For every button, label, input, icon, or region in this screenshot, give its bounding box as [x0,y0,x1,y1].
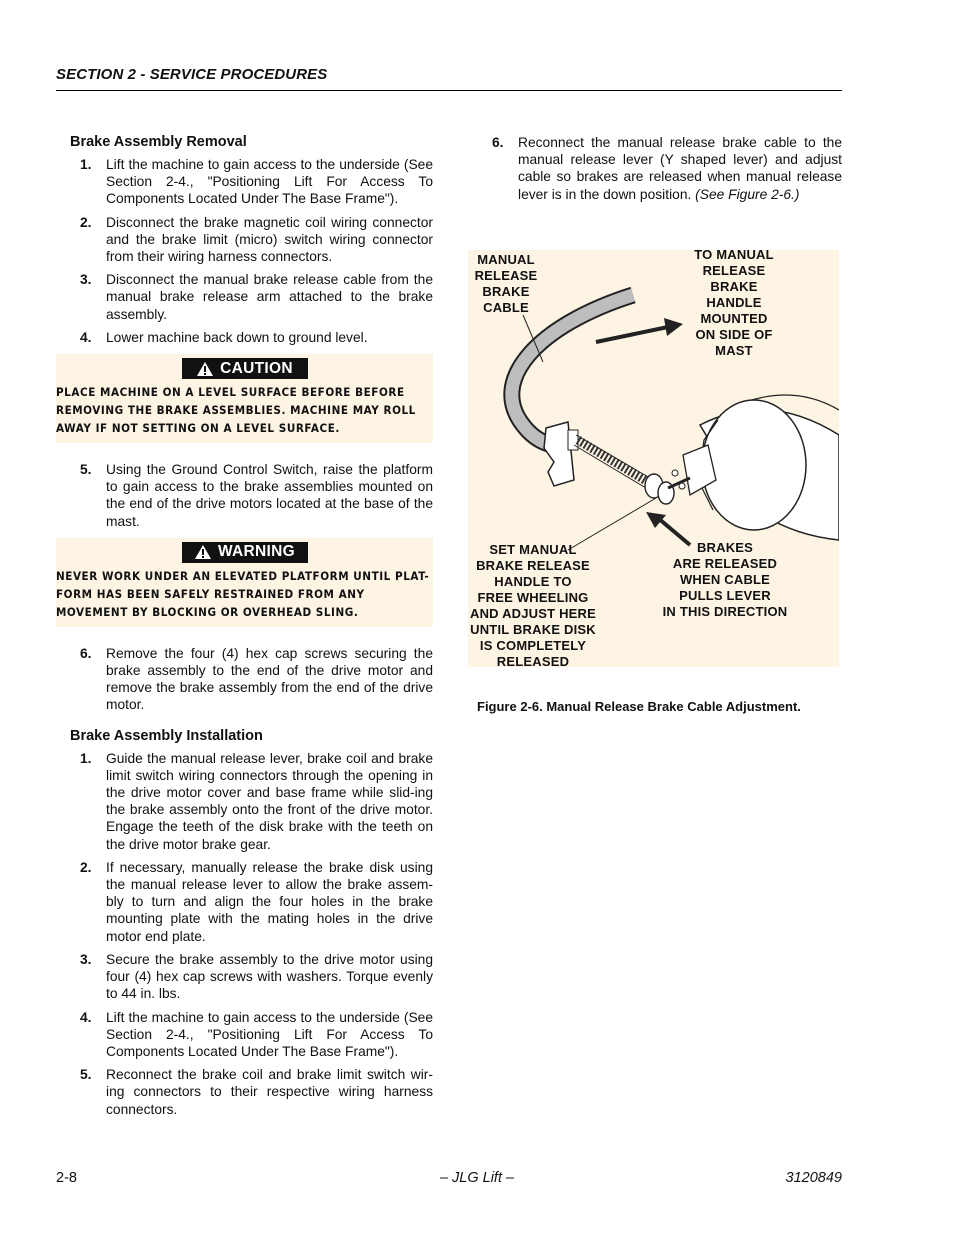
step-number: 3. [80,951,92,967]
step-text: Lower machine back down to ground level. [106,329,368,345]
step-text: Reconnect the manual release brake cable to the manual release lever (Y shaped lever) and adjust cable so brakes are released when manual release lever is in the down position. [518,135,842,202]
list-item [56,951,433,1003]
warning-box [56,538,433,627]
footer-brand: – JLG Lift – [439,1170,515,1186]
step-number: 6. [80,645,92,661]
step-number: 5. [80,462,92,478]
list-item [56,1009,433,1061]
warning-label: WARNING [217,543,295,561]
warning-badge [182,542,308,563]
step-number: 5. [80,1067,92,1083]
step-text: Using the Ground Control Switch, raise the platform to gain access to the brake assemblies mounted on the end of the drive motors located at the base of the mast. [106,462,433,529]
installation-heading: Brake Assembly Installation [70,727,263,744]
list-item [56,645,433,714]
removal-steps-b [56,461,433,530]
page-number: 2-8 [56,1170,77,1186]
step-text: If necessary, manually release the brake disk using the manual release lever to allow the brake assem-bly to turn and align the four holes in the brake mounting plate with the mating holes in the drive motor end plate. [106,859,433,944]
removal-steps-c [56,645,433,714]
figure-reference: (See Figure 2-6.) [695,186,800,202]
removal-steps-a [56,156,433,346]
list-item [56,750,433,853]
section-title: SECTION 2 - SERVICE PROCEDURES [56,66,328,83]
list-item [56,461,433,530]
warning-text: NEVER WORK UNDER AN ELEVATED PLATFORM UNTIL PLAT-FORM HAS BEEN SAFELY RESTRAINED FROM ANY MOVEMENT BY BLOCKING OR OVERHEAD SLING. [56,568,430,619]
step-text: Secure the brake assembly to the drive motor using four (4) hex cap screws with washers. Torque evenly to 44 in. lbs. [106,951,433,1002]
label-brakes-released: BRAKES ARE RELEASED WHEN CABLE PULLS LEVER IN THIS DIRECTION [662,540,788,619]
warning-triangle-icon [196,361,214,377]
step-text: Disconnect the manual brake release cable from the manual brake release arm attached to the brake assembly. [106,272,433,322]
step-number: 6. [492,135,504,150]
step-number: 2. [80,859,92,875]
step-number: 1. [80,157,92,172]
label-to-release-handle: TO MANUAL RELEASE BRAKE HANDLE MOUNTED ON SIDE OF MAST [694,247,774,358]
list-item [468,134,842,203]
right-column [468,134,842,209]
list-item [56,214,433,266]
step-number: 4. [80,329,92,345]
step-text: Guide the manual release lever, brake coil and brake limit switch wiring connectors through the opening in the drive motor cover and base frame while slid-ing the brake assembly onto the front of the drive motor. Engage the teeth of the disk brake with the teeth on the drive motor brake gear. [106,750,433,852]
warning-triangle-icon [194,544,212,560]
label-set-handle: SET MANUAL BRAKE RELEASE HANDLE TO FREE WHEELING AND ADJUST HERE UNTIL BRAKE DISK IS COMPLETELY RELEASED [469,542,597,669]
list-item [56,1066,433,1118]
list-item [56,859,433,945]
label-manual-release-cable: MANUAL RELEASE BRAKE CABLE [474,252,538,315]
step-number: 3. [80,272,92,288]
step-number: 4. [80,1009,92,1025]
step-text: Lift the machine to gain access to the underside (See Section 2-4., "Positioning Lift For Access To Components Located Under The Base Frame"). [106,1009,433,1059]
installation-steps-cont [468,134,842,203]
caution-text: PLACE MACHINE ON A LEVEL SURFACE BEFORE BEFORE REMOVING THE BRAKE ASSEMBLIES. MACHINE MAY ROLL AWAY IF NOT SETTING ON A LEVEL SURFACE. [56,385,416,436]
step-text: Reconnect the brake coil and brake limit switch wir-ing connectors to their respective wiring harness connectors. [106,1067,433,1117]
figure-2-6 [468,247,839,669]
caution-label: CAUTION [220,359,293,377]
step-text: Lift the machine to gain access to the underside (See Section 2-4., "Positioning Lift For Access To Components Located Under The Base Frame"). [106,157,433,207]
step-number: 1. [80,750,92,766]
removal-heading: Brake Assembly Removal [70,134,247,150]
step-number: 2. [80,214,92,230]
list-item [56,271,433,323]
left-column [56,134,433,1124]
figure-caption: Figure 2-6. Manual Release Brake Cable Adjustment. [477,699,801,714]
document-number: 3120849 [785,1170,842,1186]
section-header [56,66,842,91]
caution-badge [182,358,308,379]
caution-box [56,354,433,443]
step-text: Remove the four (4) hex cap screws securing the brake assembly to the end of the drive motor and remove the brake assembly from the end of the drive motor. [106,645,433,713]
installation-steps [56,750,433,1118]
step-text: Disconnect the brake magnetic coil wiring connector and the brake limit (micro) switch wiring connector from their wiring harness connectors. [106,214,433,265]
list-item [56,329,433,346]
list-item [56,156,433,208]
